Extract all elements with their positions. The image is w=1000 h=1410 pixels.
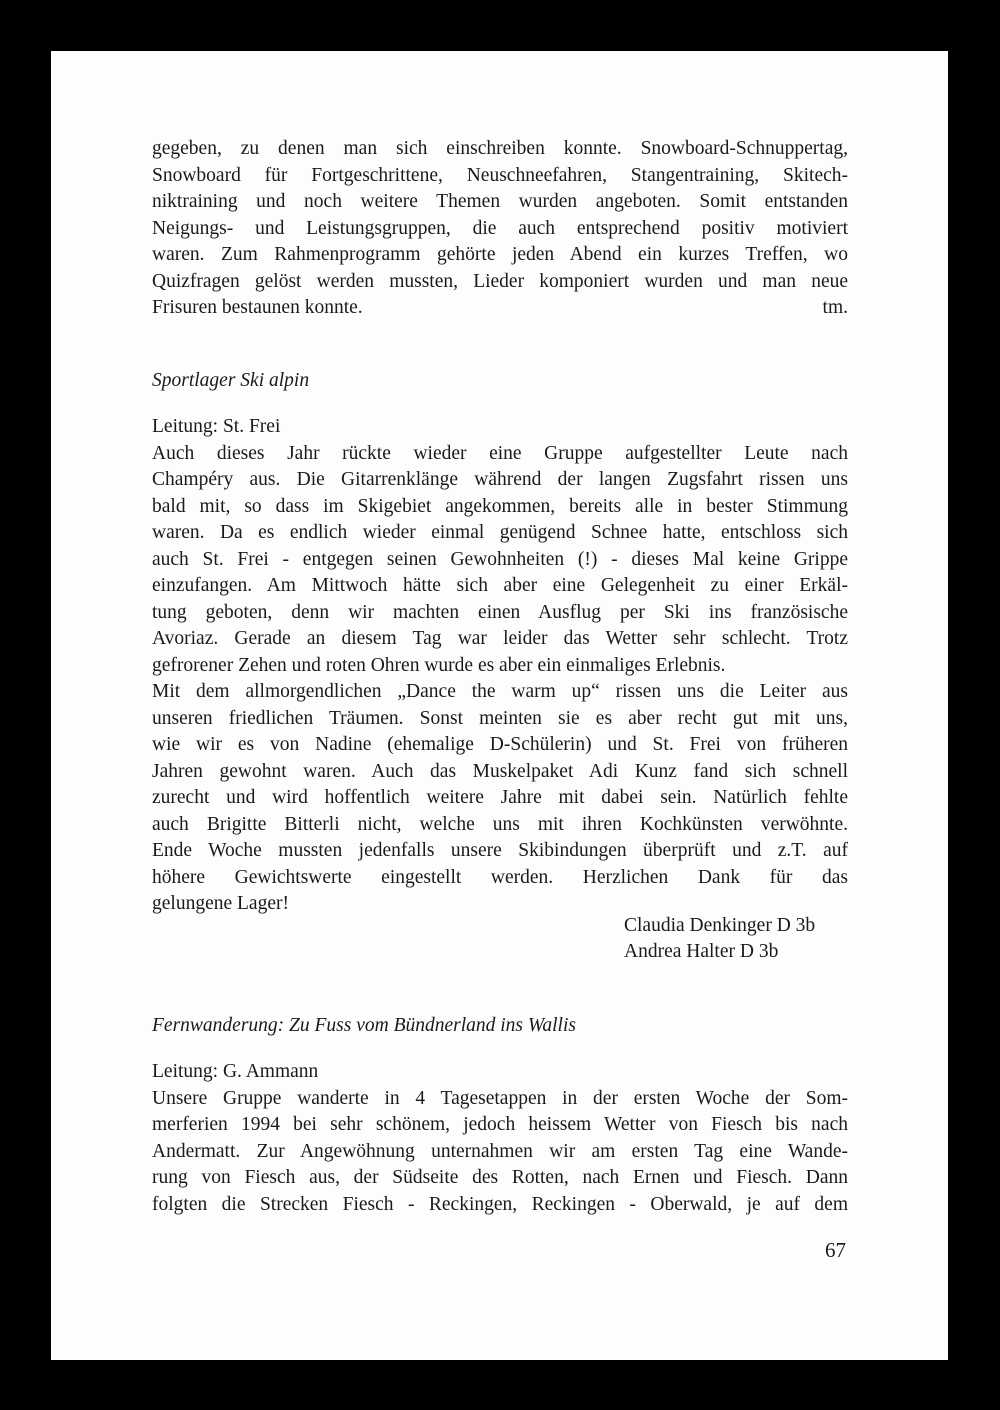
signature-andrea: Andrea Halter D 3b <box>624 941 779 962</box>
section-heading-hike: Fernwanderung: Zu Fuss vom Bündnerland ins Wallis <box>152 1015 576 1036</box>
text-line: höhere Gewichtswerte eingestellt werden. Herzlichen Dank für das <box>152 866 848 888</box>
hike-section <box>152 1059 848 1218</box>
page-number: 67 <box>825 1238 846 1262</box>
text-line: Auch dieses Jahr rückte wieder eine Gruppe aufgestellter Leute nach <box>152 442 848 464</box>
text-line: einzufangen. Am Mittwoch hätte sich aber eine Gelegenheit zu einer Erkäl- <box>152 575 848 596</box>
text-line: Mit dem allmorgendlichen „Dance the warm up“ rissen uns die Leiter aus <box>152 681 848 702</box>
text-line: Jahren gewohnt waren. Auch das Muskelpaket Adi Kunz fand sich schnell <box>152 760 848 782</box>
text-line <box>152 295 848 322</box>
ski-section <box>152 414 848 918</box>
text-line: auch St. Frei - entgegen seinen Gewohnheiten (!) - dieses Mal keine Grippe <box>152 548 848 570</box>
text-line: tung geboten, denn wir machten einen Ausflug per Ski ins französische <box>152 601 848 623</box>
intro-paragraph <box>152 136 848 322</box>
text-line: waren. Da es endlich wieder einmal genügend Schnee hatte, entschloss sich <box>152 522 848 543</box>
signature-claudia: Claudia Denkinger D 3b <box>624 915 816 936</box>
text-line: bald mit, so dass im Skigebiet angekommen, bereits alle in bester Stimmung <box>152 495 848 517</box>
section-heading-ski: Sportlager Ski alpin <box>152 370 310 391</box>
text-line: gefrorener Zehen und roten Ohren wurde es aber ein einmaliges Erlebnis. <box>152 654 726 676</box>
text-line: Quizfragen gelöst werden mussten, Lieder komponiert wurden und man neue <box>152 270 848 292</box>
leitung-line: Leitung: St. Frei <box>152 416 281 437</box>
text-line: Snowboard für Fortgeschrittene, Neuschneefahren, Stangentraining, Skitech- <box>152 164 848 186</box>
text-line: niktraining und noch weitere Themen wurden angeboten. Somit entstanden <box>152 191 848 212</box>
document-page <box>51 51 948 1360</box>
text-line: Avoriaz. Gerade an diesem Tag war leider das Wetter sehr schlecht. Trotz <box>152 628 848 649</box>
text-line: auch Brigitte Bitterli nicht, welche uns mit ihren Kochkünsten verwöhnte. <box>152 813 848 835</box>
text-line: Ende Woche mussten jedenfalls unsere Skibindungen überprüft und z.T. auf <box>152 840 848 861</box>
text-line: Neigungs- und Leistungsgruppen, die auch entsprechend positiv motiviert <box>152 217 848 239</box>
text-line: gelungene Lager! <box>152 893 289 914</box>
text-line: waren. Zum Rahmenprogramm gehörte jeden Abend ein kurzes Treffen, wo <box>152 244 848 265</box>
leitung-line: Leitung: G. Ammann <box>152 1061 319 1082</box>
text-line: wie wir es von Nadine (ehemalige D-Schülerin) und St. Frei von früheren <box>152 734 848 755</box>
text-line: zurecht und wird hoffentlich weitere Jahre mit dabei sein. Natürlich fehlte <box>152 787 848 808</box>
text-line: merferien 1994 bei sehr schönem, jedoch heissem Wetter von Fiesch bis nach <box>152 1114 848 1135</box>
text-line: unseren friedlichen Träumen. Sonst meinten sie es aber recht gut mit uns, <box>152 707 848 729</box>
text-line: rung von Fiesch aus, der Südseite des Rotten, nach Ernen und Fiesch. Dann <box>152 1167 848 1188</box>
text-line: Unsere Gruppe wanderte in 4 Tagesetappen in der ersten Woche der Som- <box>152 1087 848 1109</box>
text-line: folgten die Strecken Fiesch - Reckingen, Reckingen - Oberwald, je auf dem <box>152 1193 848 1215</box>
text-line: Champéry aus. Die Gitarrenklänge während der langen Zugsfahrt rissen uns <box>152 469 848 490</box>
text-line: gegeben, zu denen man sich einschreiben konnte. Snowboard-Schnuppertag, <box>152 138 848 159</box>
text-line: Andermatt. Zur Angewöhnung unternahmen wir am ersten Tag eine Wande- <box>152 1140 848 1162</box>
text-line-last: Frisuren bestaunen konnte. <box>152 297 363 318</box>
author-initials: tm. <box>822 297 848 318</box>
